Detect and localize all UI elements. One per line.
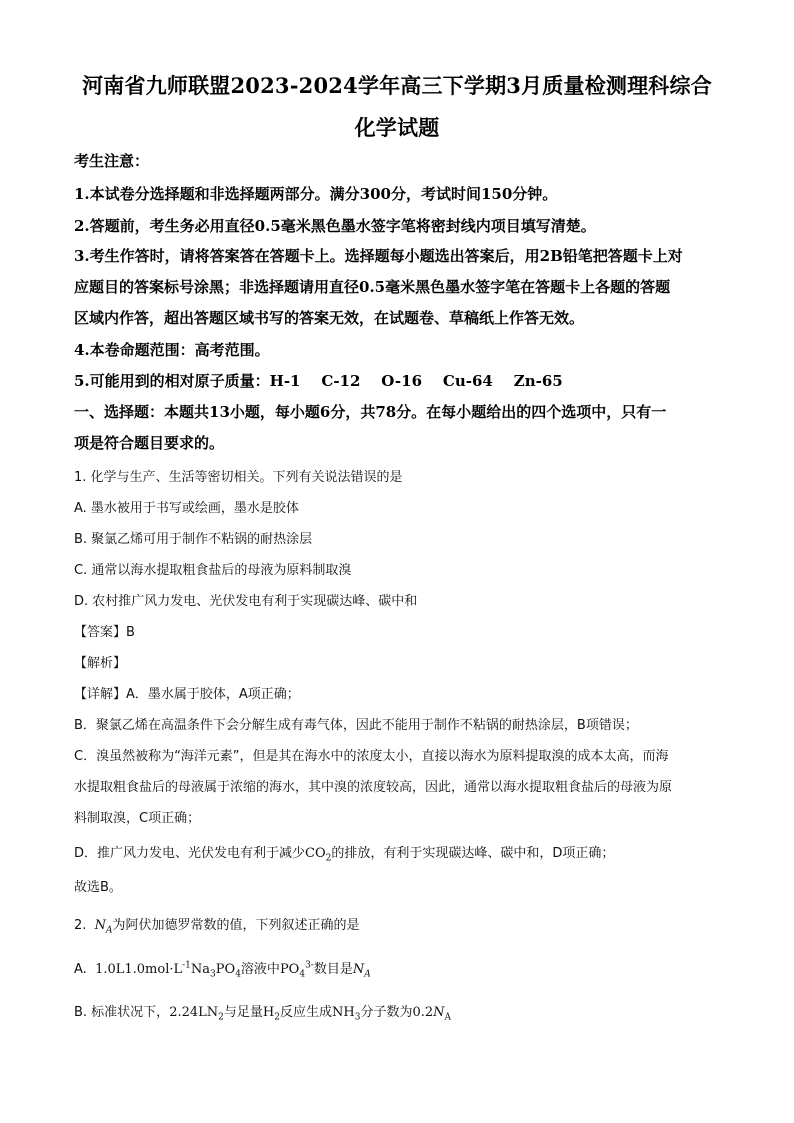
q1-detail-c3: 料制取溴，C项正确；	[74, 811, 201, 826]
n2-volume-formula: $2.24LN_2$	[169, 1005, 224, 1023]
q2-option-a-solution-formula: $1.0L1.0mol\cdot L^{-1}Na_3PO_4$	[95, 960, 241, 980]
notice-item-5: 5.可能用到的相对原子质量：H-1 C-12 O-16 Cu-64 Zn-65	[74, 372, 563, 390]
q1-option-a: A. 墨水被用于书写或绘画，墨水是胶体	[74, 501, 299, 516]
notice-item-4: 4.本卷命题范围：高考范围。	[74, 341, 270, 359]
q2-option-b-value: $0.2N_A$	[412, 1005, 452, 1023]
section-heading-b: 项是符合题目要求的。	[74, 434, 225, 452]
q1-option-b: B. 聚氯乙烯可用于制作不粘锅的耐热涂层	[74, 532, 313, 547]
q2-option-a-mid: 溶液中	[240, 962, 280, 977]
q1-stem: 1. 化学与生产、生活等密切相关。下列有关说法错误的是	[74, 470, 403, 485]
notice-item-3b: 应题目的答案标号涂黑；非选择题请用直径0.5毫米黑色墨水签字笔在答题卡上各题的答题	[74, 278, 671, 296]
nh3-formula: $NH_3$	[331, 1005, 361, 1023]
q1-detail-c2: 水提取粗食盐后的母液属于浓缩的海水，其中溴的浓度较高，因此，通常以海水提取粗食盐后的母液为原	[74, 780, 673, 795]
q1-detail-b: B．聚氯乙烯在高温条件下会分解生成有毒气体，因此不能用于制作不粘锅的耐热涂层，B项错误；	[74, 718, 638, 733]
q1-analysis-tag: 【解析】	[74, 656, 127, 671]
document-title: 河南省九师联盟2023-2024学年高三下学期3月质量检测理科综合	[82, 73, 712, 98]
q2-option-a-end: 数目是	[313, 962, 353, 977]
q1-option-c: C. 通常以海水提取粗食盐后的母液为原料制取溴	[74, 563, 352, 578]
notice-item-1: 1.本试卷分选择题和非选择题两部分。满分300分，考试时间150分钟。	[74, 185, 558, 203]
q1-detail-d-pre: D．推广风力发电、光伏发电有利于减少	[74, 846, 306, 861]
section-heading-a: 一、选择题：本题共13小题，每小题6分，共78分。在每小题给出的四个选项中，只有一	[74, 403, 667, 421]
document-subtitle: 化学试题	[354, 115, 440, 140]
notice-heading: 考生注意：	[74, 152, 150, 170]
avogadro-symbol: $N_A$	[94, 918, 113, 936]
q1-detail-d	[74, 842, 615, 864]
phosphate-ion-formula: $PO_4^{3-}$	[279, 960, 314, 980]
q1-detail-a: 【详解】A．墨水属于胶体，A项正确；	[74, 687, 300, 702]
q2-option-b-mid2: 反应生成	[279, 1005, 332, 1020]
notice-item-2: 2.答题前，考生务必用直径0.5毫米黑色墨水签字笔将密封线内项目填写清楚。	[74, 217, 596, 235]
q2-stem	[74, 914, 360, 936]
q1-option-d: D. 农村推广风力发电、光伏发电有利于实现碳达峰、碳中和	[74, 594, 418, 609]
co2-formula: $CO_2$	[305, 846, 332, 864]
notice-item-3a: 3.考生作答时，请将答案答在答题卡上。选择题每小题选出答案后，用2B铅笔把答题卡上对	[74, 247, 683, 265]
q2-option-a	[74, 958, 371, 980]
q1-answer: 【答案】B	[74, 625, 135, 640]
q1-detail-c1: C．溴虽然被称为“海洋元素”，但是其在海水中的浓度太小，直接以海水为原料提取溴的成本太高，而海	[74, 749, 669, 764]
q2-option-b-mid: 与足量	[223, 1005, 263, 1020]
q2-option-b-label: B. 标准状况下，	[74, 1005, 170, 1020]
q2-option-b	[74, 1001, 452, 1023]
notice-item-3c: 区域内作答，超出答题区域书写的答案无效，在试题卷、草稿纸上作答无效。	[74, 309, 585, 327]
q2-stem-text: 为阿伏加德罗常数的值，下列叙述正确的是	[112, 918, 360, 933]
q1-detail-d-post: 的排放，有利于实现碳达峰、碳中和，D项正确；	[331, 846, 615, 861]
avogadro-symbol-a: $N_A$	[352, 962, 371, 980]
q2-option-b-end: 分子数为	[360, 1005, 413, 1020]
q2-number: 2.	[74, 918, 87, 933]
q2-option-a-label: A.	[74, 962, 87, 977]
q1-conclusion: 故选B。	[74, 880, 122, 895]
h2-formula: $H_2$	[262, 1005, 280, 1023]
